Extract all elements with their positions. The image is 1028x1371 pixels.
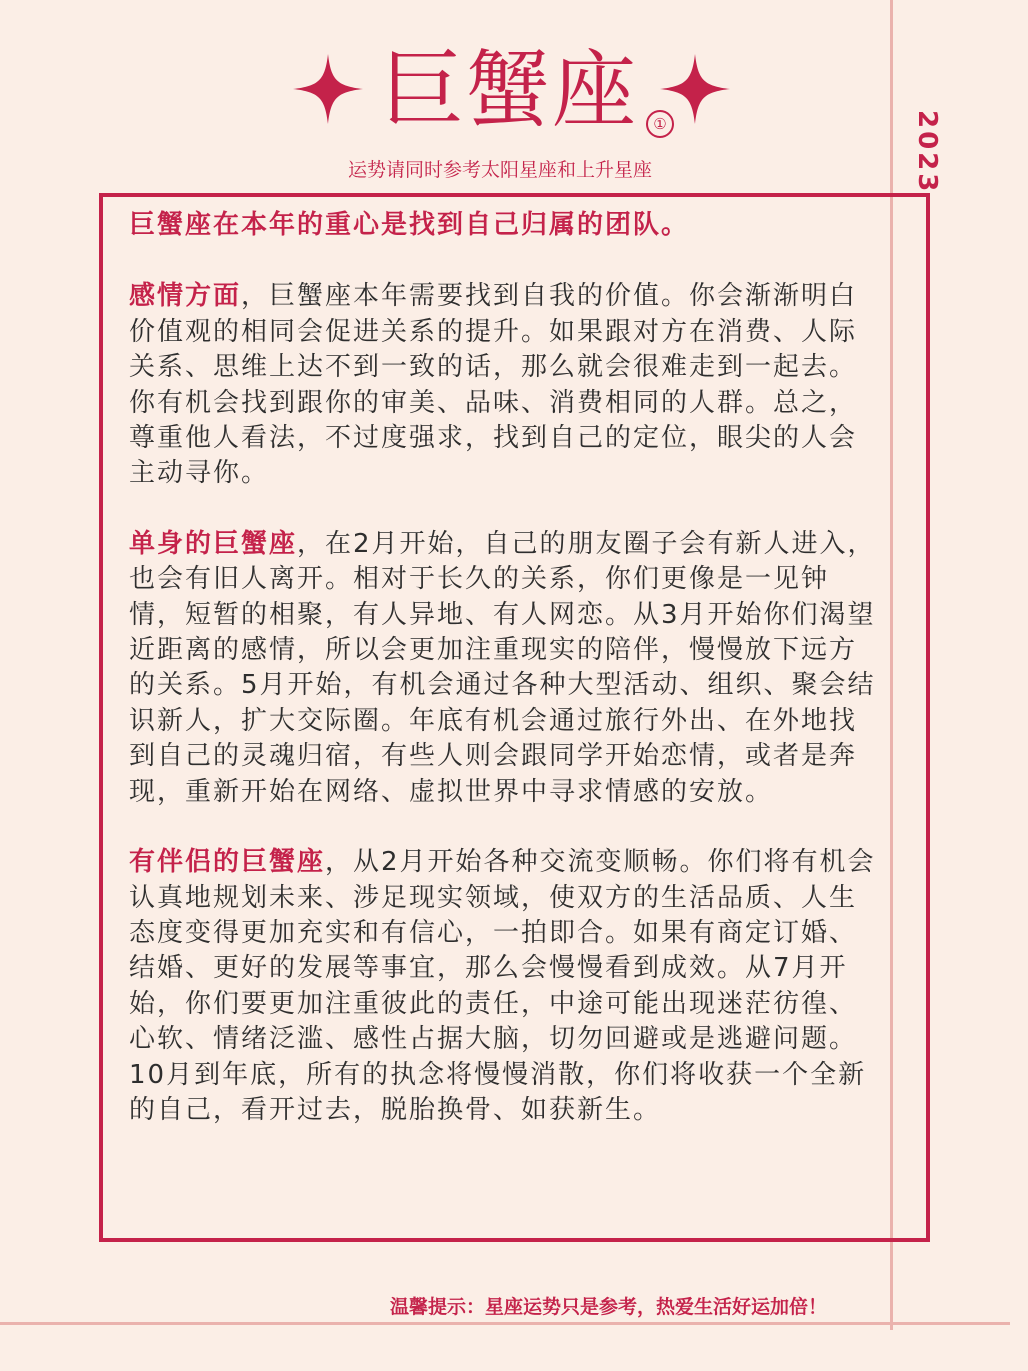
horoscope-content xyxy=(129,208,877,1163)
section-heading: 感情方面 xyxy=(129,281,242,312)
footer-tip: 温馨提示：星座运势只是参考，热爱生活好运加倍！ xyxy=(390,1296,828,1318)
sparkle-star-icon xyxy=(660,54,730,124)
section-text: ，从2月开始各种交流变顺畅。你们将有机会认真地规划未来、涉足现实领域，使双方的生活品质、人生态度变得更加充实和有信心，一拍即合。如果有商定订婚、结婚、更好的发展等事宜，那么会慢慢看到成效。从7月开始，你们要更加注重彼此的责任，中途可能出现迷茫彷徨、心软、情绪泛滥、感性占据大脑，切勿回避或是逃避问题。10月到年底，所有的执念将慢慢消散，你们将收获一个全新的自己，看开过去，脱胎换骨、如获新生。 xyxy=(129,847,876,1125)
section-paragraph xyxy=(129,845,877,1128)
page-title: 巨蟹座 xyxy=(380,41,639,139)
intro-statement: 巨蟹座在本年的重心是找到自己归属的团队。 xyxy=(129,210,690,240)
section-heading: 单身的巨蟹座 xyxy=(129,528,298,559)
sparkle-star-icon xyxy=(293,54,363,124)
section-text: ，在2月开始，自己的朋友圈子会有新人进入，也会有旧人离开。相对于长久的关系，你们更像是一见钟情，短暂的相聚，有人异地、有人网恋。从3月开始你们渴望近距离的感情，所以会更加注重现实的陪伴，慢慢放下远方的关系。5月开始，有机会通过各种大型活动、组织、聚会结识新人，扩大交际圈。年底有机会通过旅行外出、在外地找到自己的灵魂归宿，有些人则会跟同学开始恋情，或者是奔现，重新开始在网络、虚拟世界中寻求情感的安放。 xyxy=(129,528,876,807)
horizontal-divider-line xyxy=(0,1322,1010,1325)
section-paragraph xyxy=(129,279,877,491)
part-number-badge: ① xyxy=(646,110,674,138)
section-text: ，巨蟹座本年需要找到自我的价值。你会渐渐明白价值观的相同会促进关系的提升。如果跟对方在消费、人际关系、思维上达不到一致的话，那么就会很难走到一起去。你有机会找到跟你的审美、品味、消费相同的人群。总之，尊重他人看法，不过度强求，找到自己的定位，眼尖的人会主动寻你。 xyxy=(129,281,858,489)
title-row xyxy=(0,40,1028,150)
section-heading: 有伴侣的巨蟹座 xyxy=(129,847,326,878)
year-label: 2023 xyxy=(912,110,942,195)
page-subtitle: 运势请同时参考太阳星座和上升星座 xyxy=(347,159,652,181)
section-paragraph xyxy=(129,527,877,810)
